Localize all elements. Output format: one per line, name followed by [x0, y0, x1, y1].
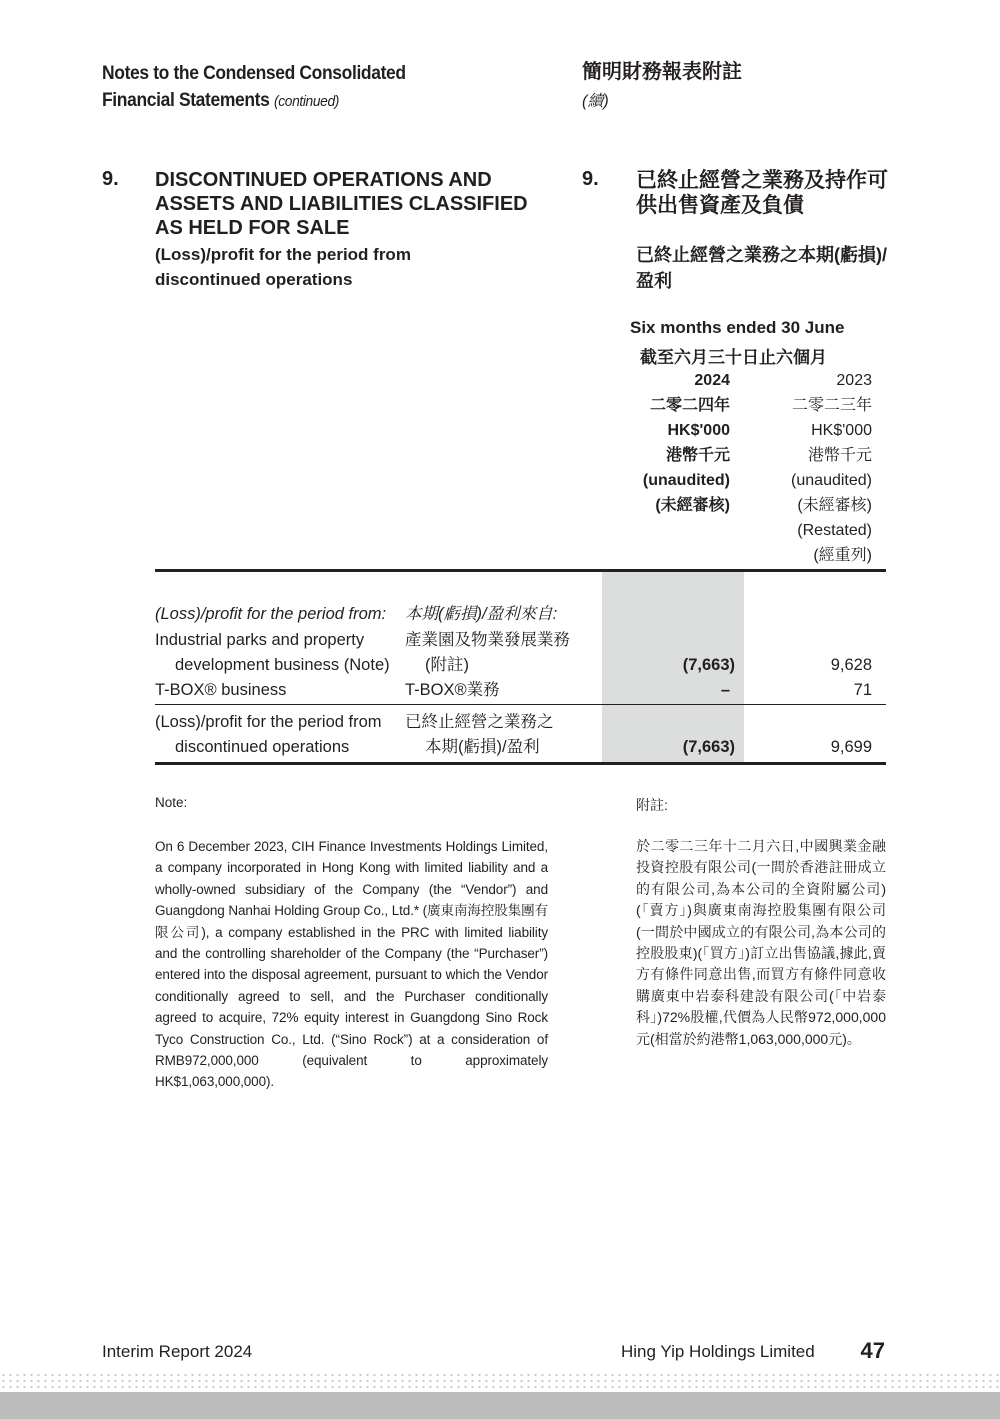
- section-number-zh: 9.: [582, 168, 599, 190]
- row-tbox-2024: –: [720, 681, 730, 699]
- row-tbox-zh: T-BOX®業務: [405, 681, 500, 699]
- row-total-zh-2: 本期(虧損)/盈利: [425, 738, 540, 756]
- header-title-en: [102, 60, 406, 115]
- col-2024-unit-zh: 港幣千元: [665, 447, 730, 464]
- period-label-zh: 截至六月三十日止六個月: [640, 348, 827, 367]
- row-total-zh-1: 已終止經營之業務之: [405, 713, 554, 731]
- section-number-en: 9.: [102, 168, 119, 190]
- row-industrial-2023: 9,628: [830, 656, 872, 674]
- col-2023-unit: HK$'000: [811, 422, 872, 439]
- footer-company-name: Hing Yip Holdings Limited: [621, 1342, 815, 1361]
- footer-report-name: Interim Report 2024: [102, 1342, 253, 1361]
- col-2024-unit: HK$'000: [667, 422, 730, 439]
- col-2023-audit: (unaudited): [791, 472, 872, 489]
- section-subtitle-zh: 已終止經營之業務之本期(虧損)/盈利: [636, 245, 887, 291]
- section-title-en: DISCONTINUED OPERATIONS AND ASSETS AND LIABILITIES CLASSIFIED AS HELD FOR SALE: [155, 169, 528, 239]
- note-title-en: Note:: [155, 795, 188, 810]
- period-label-en: Six months ended 30 June: [630, 318, 845, 337]
- row-industrial-2024: (7,663): [682, 656, 735, 674]
- table-bottom-rule: [155, 762, 886, 765]
- row-intro-en: (Loss)/profit for the period from:: [155, 605, 387, 623]
- footer-dot-pattern: [0, 1372, 1000, 1390]
- header-title-en-line2: Financial Statements: [102, 90, 270, 111]
- table-top-rule: [155, 569, 886, 572]
- row-intro-zh: 本期(虧損)/盈利來自:: [405, 605, 558, 623]
- row-industrial-zh-1: 產業園及物業發展業務: [405, 631, 570, 649]
- note-title-zh: 附註:: [636, 797, 668, 813]
- col-2023-audit-zh: (未經審核): [797, 497, 872, 514]
- note-body-en: On 6 December 2023, CIH Finance Investments Holdings Limited, a company incorporated in Hong Kong with limited liability and a wholly-owned subsidiary of the Company (the “Vendor”) and Guangdong Nanhai Holding Group Co., Ltd.* (廣東南海控股集團有限公司), a company established in the PRC with limited liability and the controlling shareholder of the Company (the “Purchaser”) entered into the disposal agreement, pursuant to which the Vendor conditionally agreed to sell, and the Purchaser conditionally agreed to acquire, 72% equity interest in Guangdong Sino Rock Tyco Construction Co., Ltd. (“Sino Rock”) at a consideration of RMB972,000,000 (equivalent to approximately HK$1,063,000,000).: [155, 839, 548, 1090]
- col-2024-audit: (unaudited): [642, 472, 730, 489]
- col-2024-audit-zh: (未經審核): [655, 497, 730, 514]
- header-continued-zh: (續): [582, 93, 609, 110]
- section-subtitle-en: (Loss)/profit for the period from discontinued operations: [155, 245, 411, 289]
- col-2023-unit-zh: 港幣千元: [807, 447, 872, 464]
- col-2023-restated: (Restated): [797, 522, 872, 539]
- page-number: 47: [860, 1338, 885, 1363]
- col-2023-year-zh: 二零二三年: [791, 397, 872, 414]
- row-industrial-zh-2: (附註): [425, 656, 469, 674]
- footer-band: [0, 1392, 1000, 1419]
- row-total-2023: 9,699: [830, 738, 872, 756]
- row-tbox-2023: 71: [853, 681, 872, 699]
- column-header-2024: [643, 368, 730, 518]
- header-title-en-line1: Notes to the Condensed Consolidated: [102, 63, 406, 84]
- header-title-zh: 簡明財務報表附註: [582, 61, 742, 83]
- subtotal-rule: [155, 704, 886, 705]
- note-body-zh: 於二零二三年十二月六日,中國興業金融投資控股有限公司(一間於香港註冊成立的有限公司,為本公司的全資附屬公司)(「賣方」)與廣東南海控股集團有限公司(一間於中國成立的有限公司,為本公司的控股股東)(「買方」)訂立出售協議,據此,賣方有條件同意出售,而買方有條件同意收購廣東中岩泰科建設有限公司(「中岩泰科」)72%股權,代價為人民幣972,000,000元(相當於約港幣1,063,000,000元)。: [636, 838, 886, 1047]
- row-industrial-en-2: development business (Note): [175, 656, 390, 674]
- col-2024-year-zh: 二零二四年: [649, 397, 730, 414]
- column-header-2023: [791, 368, 872, 568]
- col-2024-year: 2024: [694, 372, 730, 389]
- row-total-2024: (7,663): [682, 738, 735, 756]
- col-2023-restated-zh: (經重列): [813, 547, 872, 564]
- row-tbox-en: T-BOX® business: [155, 681, 287, 699]
- row-total-en-2: discontinued operations: [175, 738, 350, 756]
- row-industrial-en-1: Industrial parks and property: [155, 631, 365, 649]
- row-total-en-1: (Loss)/profit for the period from: [155, 713, 382, 731]
- col-2023-year: 2023: [836, 372, 872, 389]
- header-title-en-line2-wrap: [102, 87, 406, 115]
- header-continued-en: (continued): [273, 93, 340, 110]
- section-title-zh: 已終止經營之業務及持作可供出售資產及負債: [636, 169, 888, 217]
